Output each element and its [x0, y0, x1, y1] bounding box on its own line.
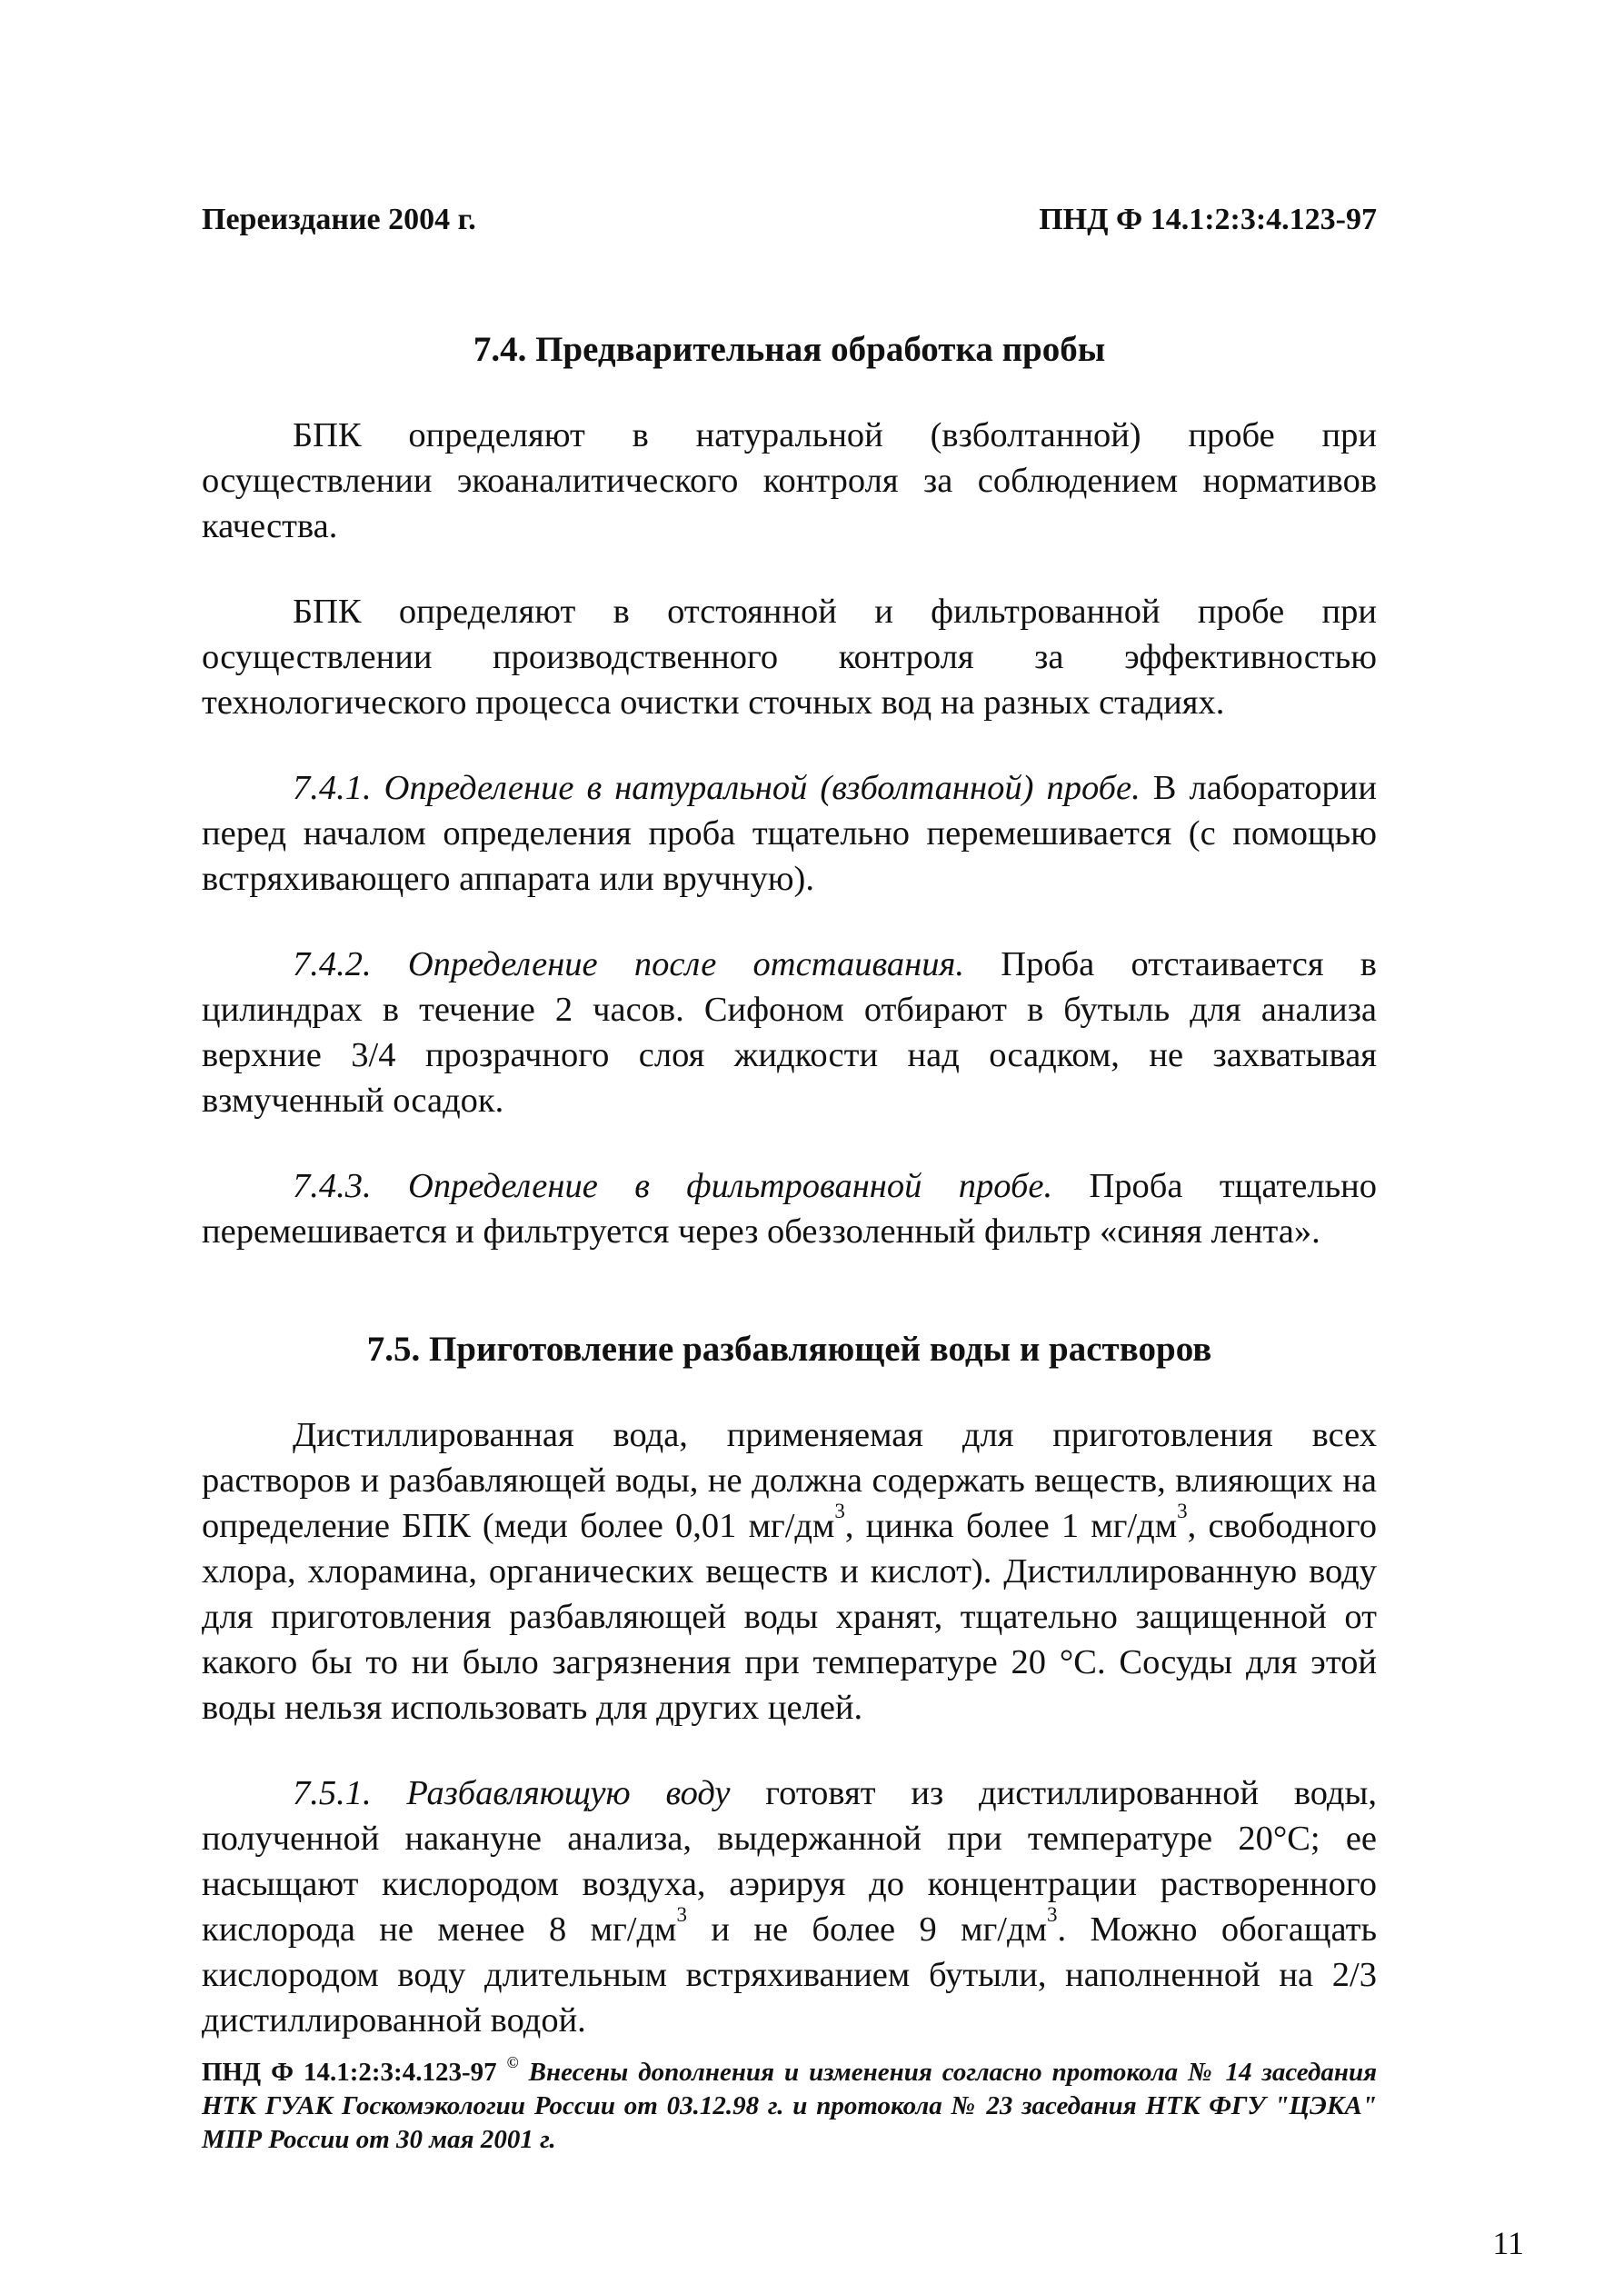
paragraph-7-4-natural-sample: БПК определяют в натуральной (взболтанной) пробе при осуществлении экоаналитического контроля за соблюдением нормативов качества. — [202, 416, 1377, 545]
paragraph-7-4-3: 7.4.3. Определение в фильтрованной пробе. Проба тщательно перемешивается и фильтруется через обеззоленный фильтр «синяя лента». — [202, 1167, 1377, 1251]
subsection-lead-7-5-1: 7.5.1. Разбавляющую воду — [293, 1774, 731, 1812]
copyright-mark-icon: © — [506, 2053, 519, 2072]
subsection-lead-7-4-3: 7.4.3. Определение в фильтрованной пробе. — [293, 1167, 1053, 1205]
paragraph-7-5-1: 7.5.1. Разбавляющую воду готовят из дистиллированной воды, полученной накануне анализа, выдержанной при температуре 20°С; ее насыщают кислородом воздуха, аэрируя до концентрации растворенного кислорода не менее 8 $мг/дм^3$ и не более 9 $мг/дм^3$. Можно обогащать кислородом воду длительным встряхиванием бутыли, наполненной на 2/3 дистиллированной водой. — [202, 1774, 1378, 2040]
page-content — [202, 327, 1377, 2043]
header-document-code: ПНД Ф 14.1:2:3:4.123-97 — [1039, 203, 1377, 236]
section-title-7-5: 7.5. Приготовление разбавляющей воды и растворов — [366, 1330, 1212, 1369]
subsection-lead-7-4-2: 7.4.2. Определение после отстаивания. — [293, 945, 965, 983]
paragraph-7-4-settled-sample: БПК определяют в отстоянной и фильтрованной пробе при осуществлении производственного контроля за эффективностью технологического процесса очистки сточных вод на разных стадиях. — [202, 593, 1377, 722]
footnote-document-code: ПНД Ф 14.1:2:3:4.123-97 — [202, 2058, 497, 2087]
paragraph-7-4-2: 7.4.2. Определение после отстаивания. Проба отстаивается в цилиндрах в течение 2 часов. Сифоном отбирают в бутыль для анализа верхние 3/4 прозрачного слоя жидкости над осадком, не захватывая взмученный осадок. — [202, 945, 1377, 1120]
page-number: 11 — [1492, 2225, 1524, 2261]
section-title-7-4: 7.4. Предварительная обработка пробы — [473, 330, 1106, 369]
header-reissue-date: Переиздание 2004 г. — [202, 203, 476, 236]
page-header — [202, 202, 1377, 238]
paragraph-7-4-1: 7.4.1. Определение в натуральной (взболтанной) пробе. В лаборатории перед началом определения проба тщательно перемешивается (с помощью встряхивающего аппарата или вручную). — [202, 769, 1377, 898]
paragraph-7-5-distilled-water: Дистиллированная вода, применяемая для приготовления всех растворов и разбавляющей воды, не должна содержать веществ, влияющих на определение БПК (меди более 0,01 $мг/дм^3$, цинка более 1 $мг/дм^3$, свободного хлора, хлорамина, органических веществ и кислот). Дистиллированную воду для приготовления разбавляющей воды хранят, тщательно защищенной от какого бы то ни было загрязнения при температуре 20 °С. Сосуды для этой воды нельзя использовать для других целей. — [202, 1416, 1377, 1727]
footnote-text: Внесены дополнения и изменения согласно протокола № 14 заседания НТК ГУАК Госкомэкологии России от 03.12.98 г. и протокола № 23 заседания НТК ФГУ "ЦЭКА" МПР России от 30 мая 2001 г. — [202, 2058, 1378, 2154]
subsection-lead-7-4-1: 7.4.1. Определение в натуральной (взболтанной) пробе. — [293, 769, 1141, 807]
amendment-footnote — [202, 2053, 1378, 2157]
